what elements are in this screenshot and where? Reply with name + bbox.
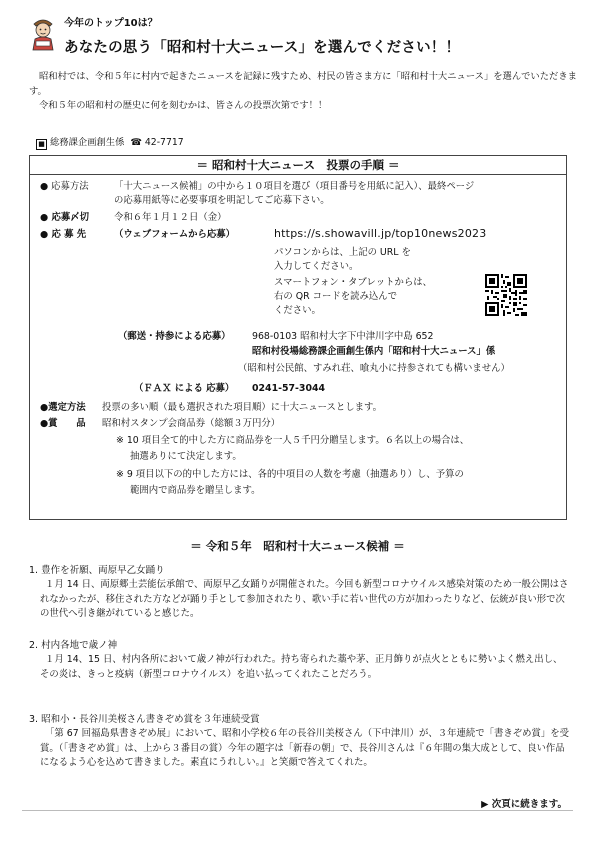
note-2-line-2: 範囲内で商品券を贈呈します。 xyxy=(130,485,261,496)
contact-phone: 42-7717 xyxy=(144,137,184,148)
prize-text: 昭和村スタンプ会商品券（総額３万円分） xyxy=(102,418,281,429)
kicker-text: 今年のトップ10は？ xyxy=(64,18,158,29)
candidate-2-body xyxy=(40,653,570,682)
mascot-illustration xyxy=(28,14,58,52)
candidate-2-text: １月 14、15 日、村内各所において歳ノ神が行われた。持ち寄られた藁や茅、正月飾りが点火とともに勢いよく燃え出し、その炎は、きっと疫病（新型コロナウイルス）を追い払ってくれたことだろう。 xyxy=(40,654,563,680)
procedure-title: ＝ 昭和村十大ニュース 投票の手順 ＝ xyxy=(30,156,566,175)
contact-dept: 総務課企画創生係 xyxy=(50,137,125,148)
phone-icon: ☎ xyxy=(127,137,145,148)
procedure-box xyxy=(29,155,567,520)
candidate-1-body xyxy=(40,578,570,622)
sp-instruction-1: スマートフォン・タブレットからは、 xyxy=(274,277,432,288)
candidate-3-heading: 3. 昭和小・長谷川美桜さん書きぞめ賞を３年連続受賞 xyxy=(29,714,260,725)
sp-instruction-3: ください。 xyxy=(274,305,321,316)
web-apply-label: （ウェブフォームから応募） xyxy=(114,229,236,240)
candidates-title: ＝ 令和５年 昭和村十大ニュース候補 ＝ xyxy=(190,539,405,553)
method-text-2: の応募用紙等に必要事項を明記してご応募下さい。 xyxy=(114,195,330,206)
note-1-line-2: 抽選ありにて決定します。 xyxy=(130,451,242,462)
candidate-1-heading: 1. 豊作を祈願、両原早乙女踊り xyxy=(29,565,165,576)
sp-instruction-2: 右の QR コードを読み込んで xyxy=(274,291,397,302)
continue-note: ▶ 次頁に続きます。 xyxy=(481,799,567,810)
office-icon: ■ xyxy=(36,139,47,150)
pc-instruction-1: パソコンからは、上記の URL を xyxy=(274,247,411,258)
deadline-label: ● 応募〆切 xyxy=(40,212,89,223)
method-label: ● 応募方法 xyxy=(40,181,89,192)
mail-office: 昭和村役場総務課企画創生係内「昭和村十大ニュース」係 xyxy=(252,346,496,357)
intro-line-2: 令和５年の昭和村の歴史に何を刻むかは、皆さんの投票次第です！！ xyxy=(39,100,328,111)
mail-apply-label: （郵送・持参による応募） xyxy=(118,331,231,342)
qr-code[interactable] xyxy=(485,274,527,316)
note-2-line-1: ※ 9 項目以下の的中した方には、各的中項目の人数を考慮（抽選あり）し、予算の xyxy=(116,469,464,480)
mail-note: （昭和村公民館、すみれ荘、喰丸小に持参されても構いません） xyxy=(238,363,510,374)
fax-number: 0241-57-3044 xyxy=(252,383,326,394)
candidate-3-body xyxy=(40,727,570,771)
note-1-line-1: ※ 10 項目全て的中した方に商品券を一人５千円分贈呈します。６名以上の場合は、 xyxy=(116,435,470,446)
apply-url-link[interactable]: https://s.showavill.jp/top10news2023 xyxy=(274,227,487,240)
intro-line-1: 昭和村では、令和５年に村内で起きたニュースを記録に残すため、村民の皆さま方に「昭和村十大ニュース」を選んでいただきます。 xyxy=(29,71,577,97)
candidate-3-text: 「第 67 回福島県書きぞめ展」において、昭和小学校６年の長谷川美桜さん（下中津川）が、３年連続で「書きぞめ賞」を受賞。（「書きぞめ賞」は、上から３番目の賞）今年の題字は「新春の朝」で、長谷川さんは『６年間の集大成として、良い作品になるよう心を込めて書きました。素直にうれしい。』と笑顔で答えてくれた。 xyxy=(40,728,569,768)
intro-text xyxy=(29,70,579,114)
deadline-text: 令和６年１月１２日（金） xyxy=(114,212,227,223)
selection-label: ●選定方法 xyxy=(40,402,86,413)
page-headline: あなたの思う「昭和村十大ニュース」を選んでください！！ xyxy=(64,40,461,56)
selection-text: 投票の多い順（最も選択された項目順）に十大ニュースとします。 xyxy=(102,402,383,413)
prize-label: ●賞 品 xyxy=(40,418,86,429)
fax-label: （ＦＡＸ による 応募） xyxy=(134,383,235,394)
candidate-1-text: １月 14 日、両原郷土芸能伝承館で、両原早乙女踊りが開催された。今回も新型コロナウイルス感染対策のため一般公開はされなかったが、移住された方などが踊り手として参加されたり、歌い手に若い世代の方が加わったりなど、伝統が良い形で次の世代へ引き継がれていると感じた。 xyxy=(40,579,569,619)
pc-instruction-2: 入力してください。 xyxy=(274,261,359,272)
method-text-1: 「十大ニュース候補」の中から１０項目を選び（項目番号を用紙に記入）、最終ページ xyxy=(114,181,475,192)
destination-label: ● 応 募 先 xyxy=(40,229,87,240)
bottom-divider xyxy=(22,810,573,811)
contact-info xyxy=(36,134,184,150)
candidate-2-heading: 2. 村内各地で歳ノ神 xyxy=(29,640,118,651)
mail-address: 968-0103 昭和村大字下中津川字中島 652 xyxy=(252,331,434,342)
